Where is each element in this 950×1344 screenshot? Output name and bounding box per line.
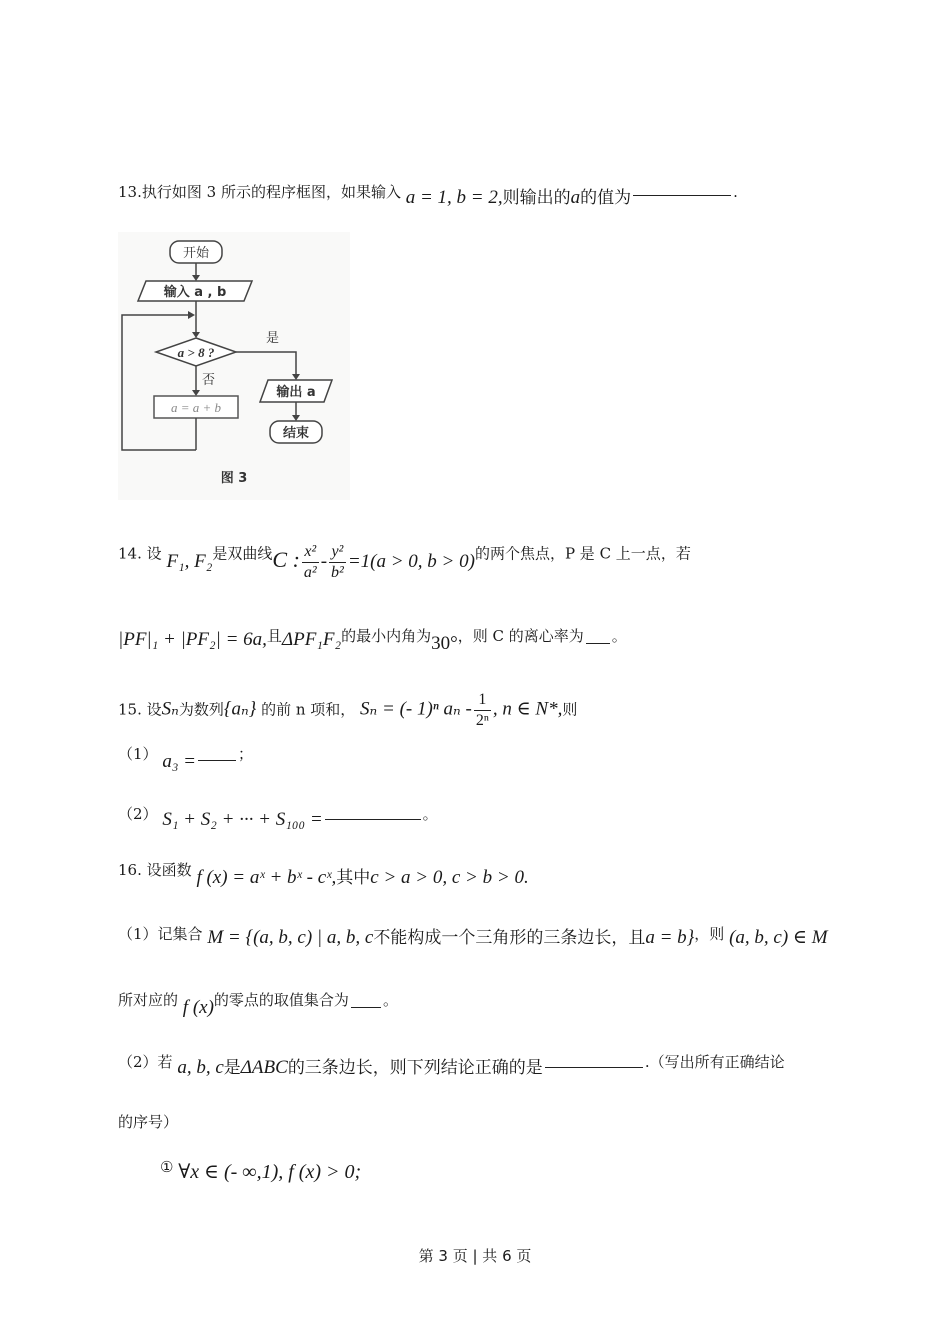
q15-p2-blank (325, 818, 421, 820)
q16-p1-t2: ，则 (694, 925, 725, 943)
q15-t4: 则 (562, 700, 578, 719)
flow-caption: 图 3 (220, 471, 248, 486)
q14-curve-name: C : (272, 546, 300, 572)
q15-p1-math: a₃ = (162, 751, 197, 772)
q16-p2-vars: a, b, c (177, 1057, 224, 1078)
q16-item1-mark: ① (160, 1158, 174, 1176)
q16-p1-member: (a, b, c) ∈ M (729, 927, 828, 948)
q14-y-frac: $\frac{\text{y²}}{\text{b²}}$ (331, 543, 344, 581)
q14-t5: 的最小内角为 (341, 627, 432, 645)
q14-line2-math: |PF|₁ + |PF₂| = 6a, (118, 629, 267, 650)
q14-answer-blank (586, 642, 610, 644)
q16-func: f (x) = aˣ + bˣ - cˣ, (196, 867, 337, 888)
q16-p2-blank (545, 1066, 643, 1068)
q14-line1 (118, 534, 691, 581)
q16-part2-line1 (118, 1050, 785, 1078)
q14-number: 14. (118, 544, 142, 563)
q16-part1-line2 (118, 988, 398, 1018)
q15-part1 (118, 742, 254, 772)
q13-number: 13. (118, 183, 142, 201)
q16-p1-label: （1） (118, 925, 158, 943)
q15-number: 15. (118, 700, 142, 719)
q16-part2-line2 (118, 1110, 178, 1134)
q15-frac: $\frac{1}{\text{2ⁿ}}$ (475, 691, 489, 729)
flowchart-figure (118, 232, 350, 500)
q16-p1-blank (351, 1006, 381, 1008)
q15-sn: Sₙ (161, 698, 179, 720)
q15-formula-rhs: , n ∈ N*, (492, 698, 563, 720)
q16-p1-t1: 记集合 (157, 925, 203, 943)
q14-t3: 的两个焦点，P 是 C 上一点，若 (474, 544, 691, 563)
q16-part1-line1 (118, 922, 828, 946)
flow-yes-label: 是 (266, 331, 280, 346)
q13-answer-blank (633, 194, 731, 196)
q15-p2-end: 。 (422, 805, 438, 823)
q13-end-punct: . (733, 183, 738, 201)
q14-angle: 30° (431, 633, 458, 654)
q15-t2: 为数列 (178, 700, 224, 719)
q14-foci: F₁, F₂ (166, 550, 213, 572)
q15-p1-label: （1） (118, 745, 158, 763)
q16-set-text: 不能构成一个三角形的三条边长，且 (373, 928, 646, 948)
q14-t7: 。 (611, 627, 627, 645)
q13-math-input: a = 1, b = 2, (405, 187, 503, 208)
flow-start-text: 开始 (182, 246, 210, 261)
q13-text-end: 的值为 (580, 188, 632, 208)
q13-line (118, 180, 738, 208)
flow-input-text: 输入 a , b (163, 285, 227, 300)
q14-t4: 且 (266, 627, 282, 645)
q15-t3: 的前 n 项和， (261, 700, 356, 719)
q16-number: 16. (118, 861, 142, 879)
q16-item1-math: ∀x ∈ (- ∞,1), f (x) > 0; (178, 1161, 362, 1183)
flow-no-label: 否 (202, 373, 216, 388)
q15-an-set: {aₙ} (223, 698, 257, 720)
q14-x-frac: $\frac{\text{x²}}{\text{a²}}$ (303, 543, 317, 581)
q14-triangle: ΔPF₁F₂ (281, 629, 342, 650)
flow-output-text: 输出 a (276, 385, 316, 400)
q16-p1-line2-end: 。 (382, 991, 398, 1009)
q15-p2-label: （2） (118, 805, 158, 823)
q16-p2-label: （2）若 (118, 1053, 173, 1071)
q14-minus: - (320, 550, 328, 572)
q15-formula-lhs: Sₙ = (- 1)ⁿ aₙ - (360, 698, 472, 720)
q15-p1-end: ； (238, 745, 254, 763)
q14-eq-cond: =1(a > 0, b > 0) (347, 550, 475, 572)
q14-line2 (118, 624, 627, 654)
q15-part2 (118, 802, 438, 830)
q13-text-before: 执行如图 3 所示的程序框图，如果输入 (141, 183, 401, 201)
q13-text-after: 则输出的 (502, 188, 571, 208)
q14-t6: ，则 C 的离心率为 (457, 627, 584, 645)
q16-set-m: M = {(a, b, c) | a, b, c (207, 927, 374, 948)
q16-t2: 其中 (336, 868, 371, 888)
q16-item1 (160, 1154, 362, 1183)
q13-var-a: a (570, 187, 581, 208)
q15-line1 (118, 690, 577, 731)
q14-t1: 设 (146, 544, 162, 563)
flow-end-text: 结束 (282, 426, 310, 441)
q16-p1-fx: f (x) (182, 997, 214, 1018)
q14-t2: 是双曲线 (212, 544, 273, 563)
q16-t1: 设函数 (146, 861, 192, 879)
q15-p1-blank (198, 759, 236, 761)
q16-line1 (118, 858, 529, 888)
q16-p2-t1: 是 (223, 1058, 241, 1078)
q16-p1-line2-t2: 的零点的取值集合为 (213, 991, 349, 1009)
flow-process-text: a = a + b (170, 400, 222, 415)
q15-p2-math: S₁ + S₂ + ··· + S₁₀₀ = (162, 809, 323, 830)
page-footer: 第 3 页 | 共 6 页 (418, 1247, 532, 1265)
q16-p2-t2: 的三条边长，则下列结论正确的是 (287, 1058, 543, 1078)
q16-p2-line2: 的序号） (118, 1113, 179, 1131)
q16-p2-t3: .（写出所有正确结论 (644, 1053, 785, 1071)
flow-decision-text: a > 8 ? (177, 345, 215, 360)
q15-t1: 设 (146, 700, 162, 719)
q16-p2-tri: ΔABC (240, 1057, 288, 1078)
q16-cond: c > a > 0, c > b > 0. (370, 867, 529, 888)
q16-p1-line2-t1: 所对应的 (118, 991, 179, 1009)
q16-set-eq: a = b} (645, 927, 695, 948)
